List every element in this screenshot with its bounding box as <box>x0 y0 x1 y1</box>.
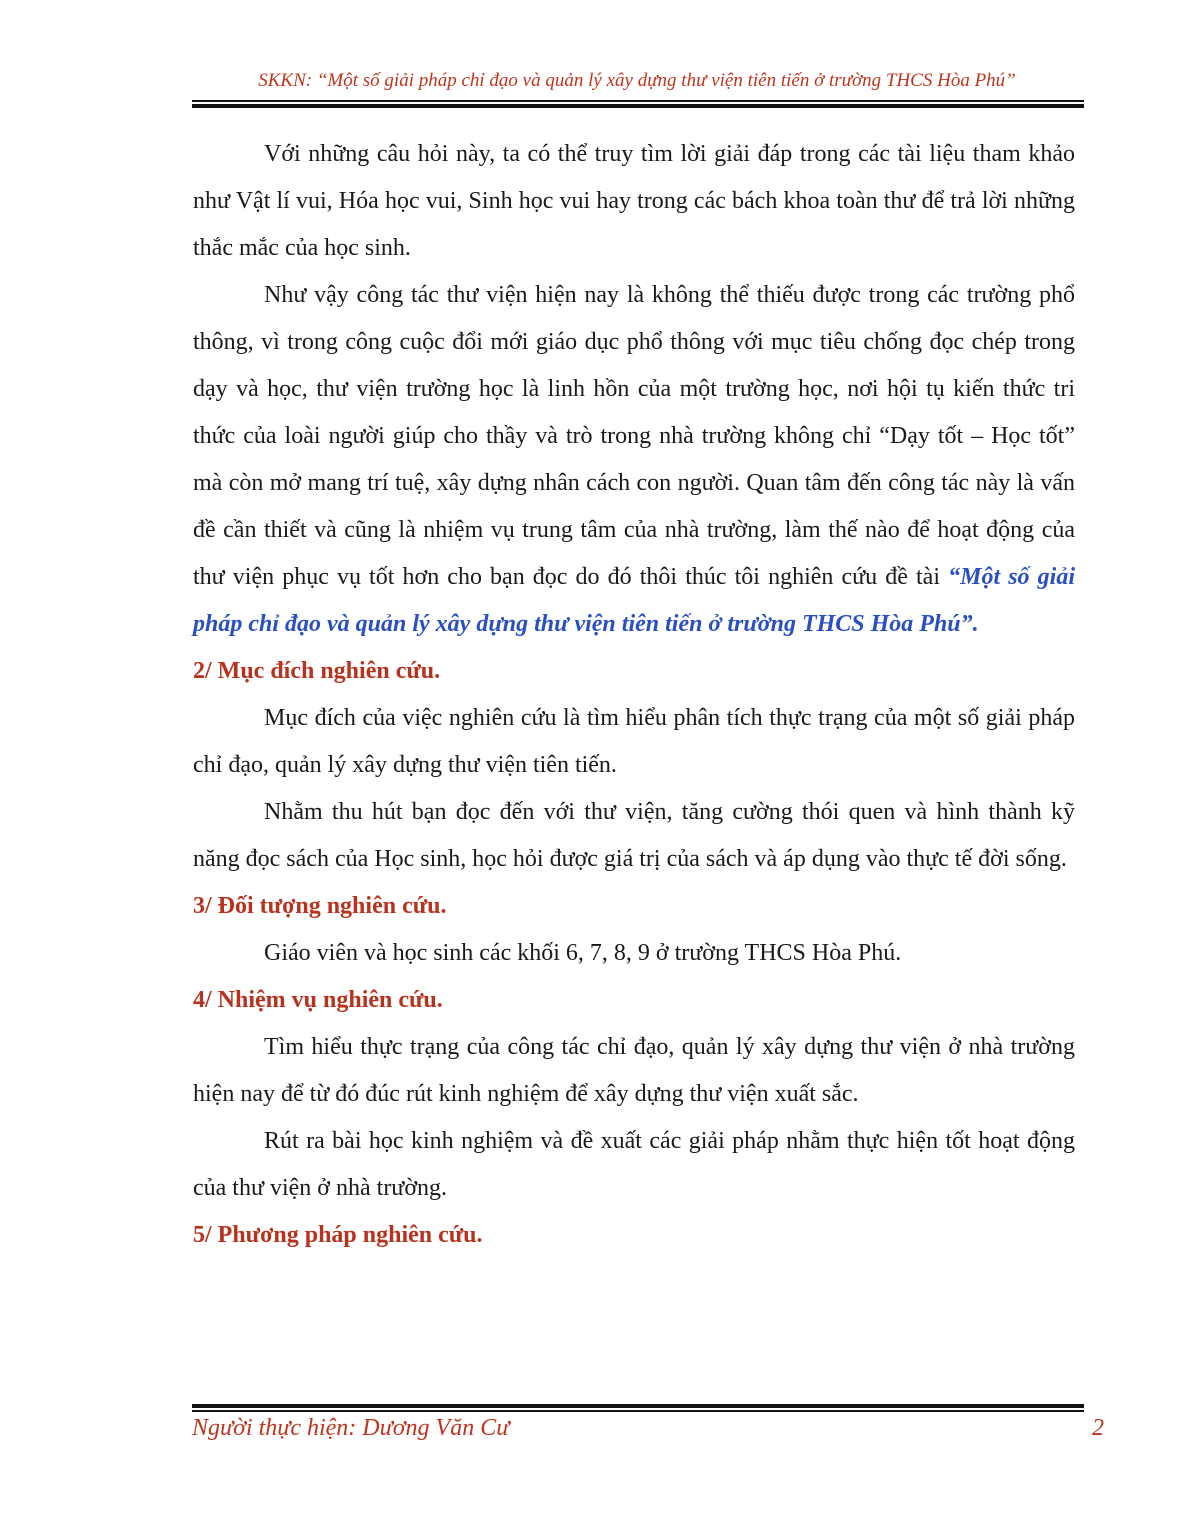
footer-rule-thick <box>192 1404 1084 1408</box>
section-heading-tasks: 4/ Nhiệm vụ nghiên cứu. <box>193 987 443 1013</box>
footer-rule-thin <box>192 1410 1084 1412</box>
paragraph-purpose-2: Nhằm thu hút bạn đọc đến với thư viện, tăng cường thói quen và hình thành kỹ năng đọc sách của Học sinh, học hỏi được giá trị của sách và áp dụng vào thực tế đời sống. <box>193 799 1075 872</box>
paragraph-tasks-2: Rút ra bài học kinh nghiệm và đề xuất các giải pháp nhằm thực hiện tốt hoạt động của thư viện ở nhà trường. <box>193 1128 1075 1201</box>
header-rule-thick <box>192 104 1084 108</box>
section-heading-purpose: 2/ Mục đích nghiên cứu. <box>193 658 441 684</box>
section-heading-methods: 5/ Phương pháp nghiên cứu. <box>193 1222 483 1248</box>
topic-title-emphasis: “Một số giải pháp chỉ đạo và quản lý xây dựng thư viện tiên tiến ở trường THCS Hòa Phú”. <box>193 564 1075 637</box>
paragraph-purpose-1: Mục đích của việc nghiên cứu là tìm hiểu phân tích thực trạng của một số giải pháp chỉ đạo, quản lý xây dựng thư viện tiên tiến. <box>193 705 1075 778</box>
body-content <box>193 131 1075 1259</box>
paragraph-rationale-text: Như vậy công tác thư viện hiện nay là không thể thiếu được trong các trường phổ thông, vì trong công cuộc đổi mới giáo dục phổ thông với mục tiêu chống đọc chép trong dạy và học, thư viện trường học là linh hồn của một trường học, nơi hội tụ kiến thức tri thức của loài người giúp cho thầy và trò trong nhà trường không chỉ “Dạy tốt – Học tốt” mà còn mở mang trí tuệ, xây dựng nhân cách con người. Quan tâm đến công tác này là vấn đề cần thiết và cũng là nhiệm vụ trung tâm của nhà trường, làm thế nào để hoạt động của thư viện phục vụ tốt hơn cho bạn đọc do đó thôi thúc tôi nghiên cứu đề tài <box>193 282 1075 590</box>
paragraph-tasks-1: Tìm hiểu thực trạng của công tác chỉ đạo, quản lý xây dựng thư viện ở nhà trường hiện nay để từ đó đúc rút kinh nghiệm để xây dựng thư viện xuất sắc. <box>193 1034 1075 1107</box>
footer-author: Người thực hiện: Dương Văn Cư <box>192 1415 510 1441</box>
header-rule-thin <box>192 100 1084 102</box>
paragraph-subjects: Giáo viên và học sinh các khối 6, 7, 8, 9 ở trường THCS Hòa Phú. <box>264 940 902 966</box>
page-header-title: SKKN: “Một số giải pháp chỉ đạo và quản lý xây dựng thư viện tiên tiến ở trường THCS Hòa Phú” <box>258 70 1016 91</box>
page-number: 2 <box>1092 1415 1104 1441</box>
section-heading-subjects: 3/ Đối tượng nghiên cứu. <box>193 893 447 919</box>
paragraph-rationale <box>193 272 1075 648</box>
paragraph-questions: Với những câu hỏi này, ta có thể truy tìm lời giải đáp trong các tài liệu tham khảo như Vật lí vui, Hóa học vui, Sinh học vui hay trong các bách khoa toàn thư để trả lời những thắc mắc của học sinh. <box>193 141 1075 261</box>
